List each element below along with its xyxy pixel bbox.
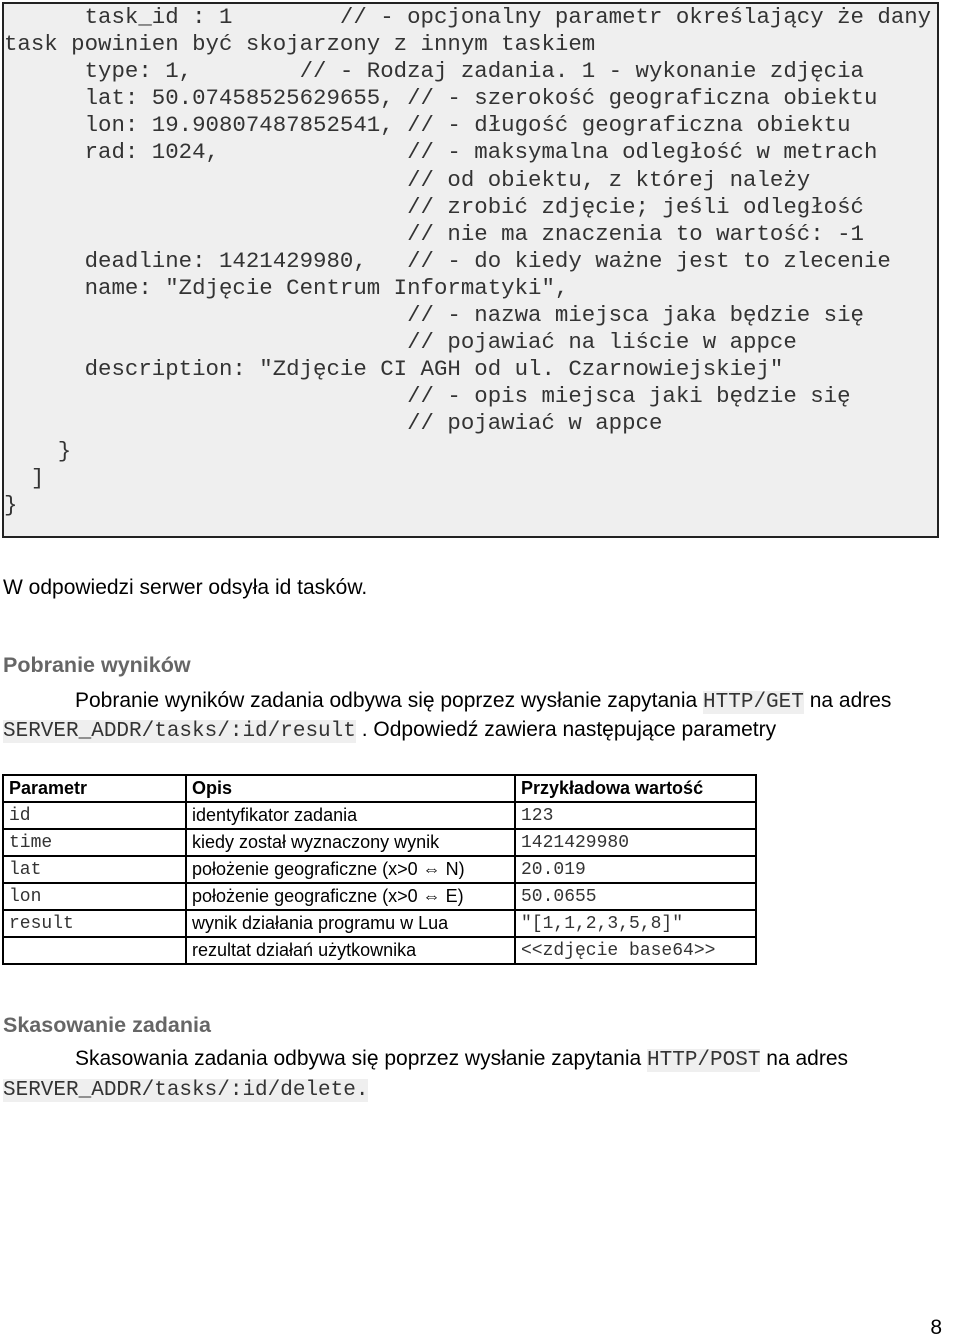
param-desc-cell: położenie geograficzne (x>0 ⇔ E) — [186, 883, 515, 910]
table-row — [3, 829, 756, 856]
results-intro-text: Pobranie wyników zadania odbywa się poprzez wysłanie zapytania — [75, 689, 698, 712]
delete-heading: Skasowanie zadania — [3, 1013, 211, 1037]
code-line: } — [4, 437, 72, 464]
delete-paragraph-line2 — [3, 1076, 368, 1104]
table-row — [3, 910, 756, 937]
table-row — [3, 856, 756, 883]
code-line: type: 1, // - Rodzaj zadania. 1 - wykonanie zdjęcia — [4, 58, 864, 85]
table-row — [3, 802, 756, 829]
param-name-cell: lat — [3, 856, 186, 883]
results-method: HTTP/GET — [703, 691, 804, 714]
code-line: name: "Zdjęcie Centrum Informatyki", — [4, 274, 569, 301]
param-example-cell: 50.0655 — [515, 883, 756, 910]
table-header-row — [3, 775, 756, 802]
table-header-cell: Przykładowa wartość — [515, 775, 756, 802]
code-line: // pojawiać w appce — [4, 410, 663, 437]
results-endpoint-suffix: . Odpowiedź zawiera następujące parametry — [361, 718, 777, 741]
code-block — [2, 2, 939, 538]
param-desc-cell: identyfikator zadania — [186, 802, 515, 829]
code-line: // - opis miejsca jaki będzie się — [4, 383, 851, 410]
delete-endpoint: SERVER_ADDR/tasks/:id/delete. — [3, 1079, 369, 1102]
code-line: // - nazwa miejsca jaka będzie się — [4, 302, 864, 329]
code-line: rad: 1024, // - maksymalna odległość w metrach — [4, 139, 878, 166]
param-example-cell: 20.019 — [515, 856, 756, 883]
param-desc-cell: położenie geograficzne (x>0 ⇔ N) — [186, 856, 515, 883]
results-paragraph-line2 — [3, 717, 776, 745]
param-name-cell: time — [3, 829, 186, 856]
results-endpoint: SERVER_ADDR/tasks/:id/result — [3, 720, 356, 743]
results-to-address: na adres — [809, 689, 892, 712]
code-line: lon: 19.90807487852541, // - długość geograficzna obiektu — [4, 112, 851, 139]
code-line: // pojawiać na liście w appce — [4, 329, 797, 356]
param-desc-cell: wynik działania programu w Lua — [186, 910, 515, 937]
table-header-cell: Parametr — [3, 775, 186, 802]
results-heading: Pobranie wyników — [3, 653, 191, 677]
code-line: deadline: 1421429980, // - do kiedy ważne jest to zlecenie — [4, 247, 891, 274]
param-name-cell — [3, 937, 186, 964]
delete-to-address: na adres — [766, 1047, 849, 1070]
param-example-cell: "[1,1,2,3,5,8]" — [515, 910, 756, 937]
delete-method: HTTP/POST — [647, 1049, 761, 1072]
code-line: } — [4, 491, 18, 518]
param-example-cell: <<zdjęcie base64>> — [515, 937, 756, 964]
code-line: // zrobić zdjęcie; jeśli odległość — [4, 193, 864, 220]
code-line: ] — [4, 464, 45, 491]
code-line: task_id : 1 // - opcjonalny parametr określający że dany — [4, 4, 932, 30]
page-number: 8 — [930, 1316, 942, 1339]
results-paragraph-line1 — [75, 688, 891, 716]
code-line: task powinien być skojarzony z innym taskiem — [4, 31, 596, 58]
param-example-cell: 1421429980 — [515, 829, 756, 856]
delete-intro-text: Skasowania zadania odbywa się poprzez wysłanie zapytania — [75, 1047, 642, 1070]
code-line: lat: 50.07458525629655, // - szerokość geograficzna obiektu — [4, 85, 878, 112]
code-line: // nie ma znaczenia to wartość: -1 — [4, 220, 864, 247]
delete-paragraph-line1 — [75, 1046, 848, 1074]
param-example-cell: 123 — [515, 802, 756, 829]
code-listing — [4, 4, 931, 519]
param-name-cell: result — [3, 910, 186, 937]
params-table — [2, 774, 757, 965]
table-row — [3, 883, 756, 910]
code-line: // od obiektu, z której należy — [4, 166, 811, 193]
param-desc-cell: kiedy został wyznaczony wynik — [186, 829, 515, 856]
param-name-cell: id — [3, 802, 186, 829]
table-row — [3, 937, 756, 964]
table-header-cell: Opis — [186, 775, 515, 802]
param-name-cell: lon — [3, 883, 186, 910]
code-line: description: "Zdjęcie CI AGH od ul. Czarnowiejskiej" — [4, 356, 784, 383]
response-note: W odpowiedzi serwer odsyła id tasków. — [3, 576, 368, 599]
param-desc-cell: rezultat działań użytkownika — [186, 937, 515, 964]
